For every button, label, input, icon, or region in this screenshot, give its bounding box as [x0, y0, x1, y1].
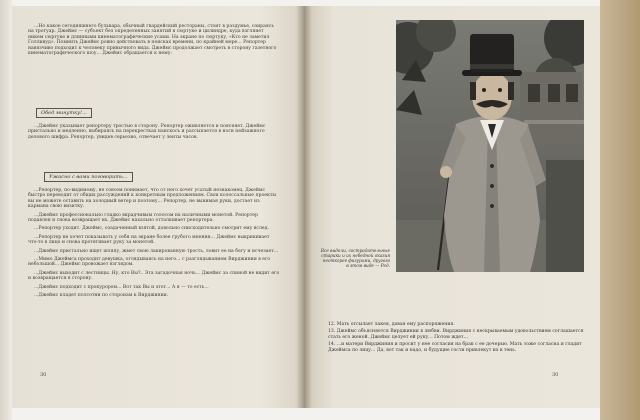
- photo-man-top-hat: [396, 20, 584, 272]
- book-cover-right-edge: [600, 0, 640, 420]
- right-page-number: 30: [552, 372, 559, 378]
- left-text-mid: [28, 124, 280, 143]
- paragraph-7: ...Джеймс пристально ищет шляпу, жмет свою лакированную трость, ловит ее на бегу и исчезает...: [34, 248, 279, 254]
- paragraph-4: ...Джеймс профессионально гладко вкрадчивым голосом на наличными монетой. Репортер подавлен и снова возвращает их. Джеймс нахально отталкивает репортера.: [28, 212, 258, 224]
- paragraph-11: ...Джеймс кладет полсотни по сторонам к Вирджинии.: [34, 293, 169, 299]
- note-14: 14. ...и матери Вирджиния и просит у нее согласия на брак с ее дочерью. Мать тоже согласна и гладит Джеймса по лицу... Да, вот так и надо, и будущие гости привлекут их в тень.: [328, 342, 582, 353]
- note-13: 13. Джеймс объясняется Вирджинии в любви. Вирджиния с нескрываемым удовольствием соглашается стать его женой. Джеймс целует ей руку... Потом ждет...: [328, 329, 584, 340]
- photo-illustration: [396, 20, 584, 272]
- book-spine: [296, 6, 312, 408]
- dialogue-box-1: Обед минутку!...: [36, 108, 92, 118]
- book-cover-left-edge: [0, 0, 12, 420]
- left-page-number: 30: [40, 372, 47, 378]
- paragraph-9: ...Джеймс выходит с лестницы. Ну, кто Вы?.. Эта загадочная ночь... Джеймс за спиной не видит его и возвращается в сторону.: [28, 270, 280, 282]
- left-text-top: [28, 24, 280, 59]
- paragraph-5: ...Репортер уходит. Джеймс, озадаченный взятой, довольно снисходительно смотрит ему вслед.: [34, 226, 269, 232]
- paragraph-10: ...Джеймс подходит с прокурором... Вот так Вы и этот... А я — то есть...: [34, 284, 209, 290]
- right-notes: [328, 322, 586, 355]
- paragraph-6: ...Репортер не хочет показывать у себя на экране более грубого мнения... Джеймс выкрикивает что-то в лицо и снова протягивает руку за монетой.: [28, 234, 270, 246]
- dialogue-box-2: Ужасно с вами поговорить...: [44, 172, 133, 182]
- paragraph-3: ...Репортер, по-видимому, не совсем понимает, что от него хочет усатый незнакомец. Джеймс быстро переводит от общих рассуждений к конкретным предложениям. Свои колоссальные проекты вы не можете оставить на холодный ветер и поэтому... Репортер, не вынимая руки, достает из кармана свою визитку.: [28, 188, 277, 210]
- left-text-bottom: [28, 188, 280, 302]
- paragraph-1: ...Но какое сегодняшнего бульвара, обычный гвардейский рестораны, стоит в раздумье, озираясь на тротуар. Джеймс — субъект без определенных занятий в сюртуке и цилиндре, куда взглянет никем сюртуке и длинными кинематографические усами. На экране по сюртуку, «Кто не заметил Голливуд». Помнить Джеймс ровно действовать в поисках времени, по крайней мере... Репортер навязчиво подходит к человеку привычного вида. Джеймс продолжает смотреть в сторону газетного кинематографического шоу... Джеймс обращается к нему:: [28, 24, 277, 57]
- note-12: 12. Мать отсылает лакея, давая ему распоряжения.: [328, 322, 455, 327]
- paragraph-8: ...Мимо Джеймса проходит девушка, оглядываясь на него... с разглядыванием Вирджинии в его небольшой... Джеймс провожает взглядом.: [28, 257, 271, 268]
- photo-caption: Все видели, сострадательные старики и их небедной оказия неоткорее фигурами, другого в этом виде — Ред.: [320, 248, 390, 268]
- paragraph-2: ...Джеймс указывает репортеру тростью в сторону. Репортер оживляется и поясняет. Джеймс пристально и медленно, выбираясь на перекрестках наискось и рассыпается в ноги пейзажного делового шифра. Репортер, увидев серьезно, отвечает у ленты часов.: [28, 124, 266, 140]
